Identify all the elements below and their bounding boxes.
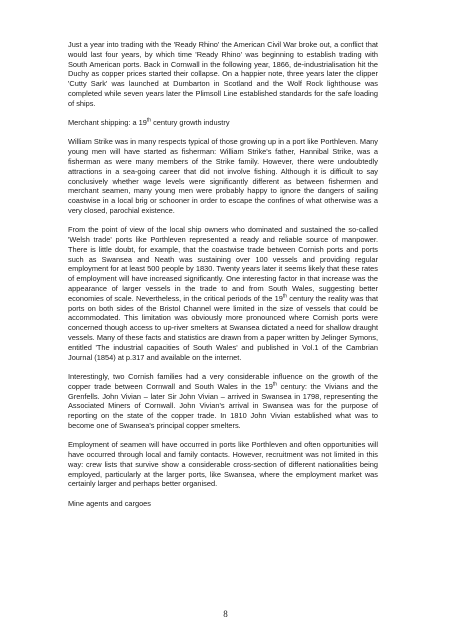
heading-text: Merchant shipping: a 19: [68, 118, 147, 128]
paragraph-text: From the point of view of the local ship owners who dominated and sustained the so-called 'Welsh trade' ports like Porthleven represented a ready and reliable source of manpower. There is little doubt, for example, that the coastwise trade between Cornish ports and ports such as Swansea and Neath was sustaining over 100 vessels and providing regular employment for at least 500 people by 1830. Twenty years later it seems likely that these rates of employment will have increased significantly. One interesting factor in that increase was the appearance of larger vessels in the trade to and from South Wales, suggesting better economies of scale. Nevertheless, in the critical periods of the 19: [68, 225, 378, 303]
paragraph-welsh-trade: [68, 225, 378, 362]
paragraph-cornish-families: [68, 372, 378, 431]
page-number: 8: [223, 609, 228, 619]
paragraph-william-strike: William Strike was in many respects typical of those growing up in a port like Porthleven. Many young men will have started as fisherman: William Strike's father, Hannibal Strike, was a fisherman as were many members of the Strike family. However, there were undoubtedly attractions in a sea-going career that did not involve fishing. Although it is difficult to say conclusively whether wage levels were significantly different as between fishermen and merchant seamen, many young men were probably happy to ignore the dangers of sailing coastwise in a local brig or schooner in order to escape the confines of what otherwise was a very closed, parochial existence.: [68, 137, 378, 215]
section-heading-mine-agents: Mine agents and cargoes: [68, 498, 151, 508]
ordinal-superscript: th: [272, 381, 278, 388]
ordinal-superscript: th: [282, 293, 288, 300]
paragraph-text: Interestingly, two Cornish families had a very considerable influence on the growth of the copper trade between Cornwall and South Wales in the 19: [68, 371, 378, 391]
paragraph-employment: Employment of seamen will have occurred in ports like Porthleven and often opportunities will have occurred through local and family contacts. However, recruitment was not limited in this way: crew lists that survive show a considerable cross-section of different nationalities being employed, particularly at the larger ports, like Swansea, where the employment market was certainly larger and perhaps better organised.: [68, 440, 378, 489]
ordinal-superscript: th: [146, 117, 152, 124]
heading-text-end: century growth industry: [151, 118, 230, 128]
paragraph-text-end: century the reality was that ports on both sides of the Bristol Channel were limited in the size of vessels that could be accommodated. This limitation was obviously more pronounced where Cornish ports were concerned though access to up-river smelters at Swansea dictated a need for shallow draught vessels. Many of these facts and statistics are drawn from a paper written by Jelinger Symons, entitled 'The industrial capacities of South Wales' and published in Vol.1 of the Cambrian Journal (1854) at p.317 and available on the internet.: [68, 293, 378, 362]
section-heading-merchant-shipping: [68, 118, 378, 128]
paragraph-civil-war: Just a year into trading with the 'Ready Rhino' the American Civil War broke out, a conflict that would last four years, by which time 'Ready Rhino' was beginning to establish trading with South American ports. Back in Cornwall in the following year, 1866, de-industrialisation hit the Duchy as copper prices started their collapse. On a happier note, three years later the clipper 'Cutty Sark' was launched at Dumbarton in Scotland and the Wolf Rock lighthouse was completed while seven years later the Plimsoll Line established standards for the safe loading of ships.: [68, 40, 378, 108]
paragraph-text-end: century: the Vivians and the Grenfells. John Vivian – later Sir John Vivian – arrived in Swansea in 1798, representing the Associated Miners of Cornwall. John Vivian's arrival in Swansea was for the purpose of reporting on the state of the copper trade. In 1810 John Vivian established what was to become one of Swansea's principal copper smelters.: [68, 381, 378, 430]
document-page: [68, 40, 378, 518]
